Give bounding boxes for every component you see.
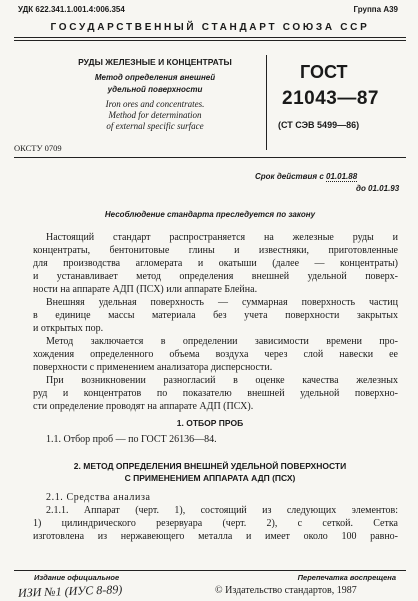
paragraph-line: концентраты, бентонитовые глины и известняки, приготовленные — [33, 245, 398, 256]
section-2-title-line2: С ПРИМЕНЕНИЕМ АППАРАТА АДП (ПСХ) — [124, 473, 296, 483]
paragraph-line: хождения определенного объема воздуха через слой навески ее — [33, 349, 398, 360]
group-code: Группа А39 — [353, 5, 398, 14]
validity-prefix: с — [319, 172, 324, 181]
validity-start — [255, 172, 357, 181]
paragraph-line: для производства агломерата и окатыши (далее — концентраты) — [33, 258, 398, 269]
validity-label: Срок действия — [255, 172, 318, 181]
paragraph-line: поверхности с применением анализатора дисперсности. — [33, 362, 273, 373]
copyright-notice: © Издательство стандартов, 1987 — [215, 585, 357, 596]
section-2-line: изготовлена из нержавеющего металла и имеет около 100 равно- — [33, 531, 398, 542]
reprint-prohibited-label: Перепечатка воспрещена — [297, 573, 396, 582]
paragraph-line: сти определение проводят на аппарате АДП (ПСХ). — [33, 401, 254, 412]
st-sev-reference: (СТ СЭВ 5499—86) — [278, 120, 360, 130]
subtitle-russian-line1: Метод определения внешней — [94, 73, 216, 82]
title-english-line1: Iron ores and concentrates. — [105, 99, 205, 109]
okstu-code: ОКСТУ 0709 — [14, 143, 62, 153]
udk-code: УДК 622.341.1.001.4:006.354 — [18, 5, 125, 14]
validity-start-date: 01.01.88 — [326, 172, 358, 181]
header-rule-thin — [14, 40, 406, 41]
section-rule — [14, 157, 406, 158]
paragraph-line: в единице массы материала без учета поверхности закрытых — [33, 310, 398, 321]
title-english-line2: Method for determination — [108, 110, 202, 120]
header-rule — [14, 37, 406, 38]
paragraph-line: Внешняя удельная поверхность — суммарная поверхность частиц — [46, 297, 398, 308]
section-1-title: 1. ОТБОР ПРОБ — [176, 418, 244, 428]
footer-rule — [14, 570, 406, 571]
paragraph-line: и устанавливает метод определения внешней удельной поверх- — [33, 271, 398, 282]
gost-label: ГОСТ — [300, 62, 348, 82]
subtitle-russian-line2: удельной поверхности — [107, 85, 203, 94]
title-english-line3: of external specific surface — [106, 121, 204, 131]
paragraph-line: руд и концентратов по показателю внешней удельной поверхно- — [33, 388, 398, 399]
section-1-text: 1.1. Отбор проб — по ГОСТ 26136—84. — [46, 434, 217, 445]
validity-end: до 01.01.93 — [356, 184, 400, 193]
section-2-title-line1: 2. МЕТОД ОПРЕДЕЛЕНИЯ ВНЕШНЕЙ УДЕЛЬНОЙ ПОВЕРХНОСТИ — [73, 461, 347, 471]
title-english — [50, 99, 260, 132]
section-2-line: 1) цилиндрического резервуара (черт. 2), с сеткой. Сетка — [33, 518, 398, 529]
legal-warning: Несоблюдение стандарта преследуется по закону — [104, 210, 316, 219]
paragraph-line: и открытых пор. — [33, 323, 104, 334]
official-edition-label: Издание официальное — [34, 573, 120, 582]
paragraph-line: При возникновении разногласий в оценке качества железных — [46, 375, 398, 386]
handwritten-amendment-note: ИЗИ №1 (ИУС 8-89) — [17, 582, 123, 600]
paragraph-line: Настоящий стандарт распространяется на железные руды и — [46, 232, 398, 243]
section-2-subsection: 2.1. Средства анализа — [46, 492, 151, 503]
paragraph-line: ности на аппарате АДП (ПСХ) или аппарате Блейна. — [33, 284, 258, 295]
paragraph-line: Метод заключается в определении зависимости времени про- — [46, 336, 398, 347]
title-russian: РУДЫ ЖЕЛЕЗНЫЕ И КОНЦЕНТРАТЫ — [78, 57, 232, 67]
section-2-line: 2.1.1. Аппарат (черт. 1), состоящий из следующих элементов: — [46, 505, 398, 516]
standard-header: ГОСУДАРСТВЕННЫЙ СТАНДАРТ СОЮЗА ССР — [50, 22, 370, 33]
gost-number: 21043—87 — [282, 88, 379, 109]
